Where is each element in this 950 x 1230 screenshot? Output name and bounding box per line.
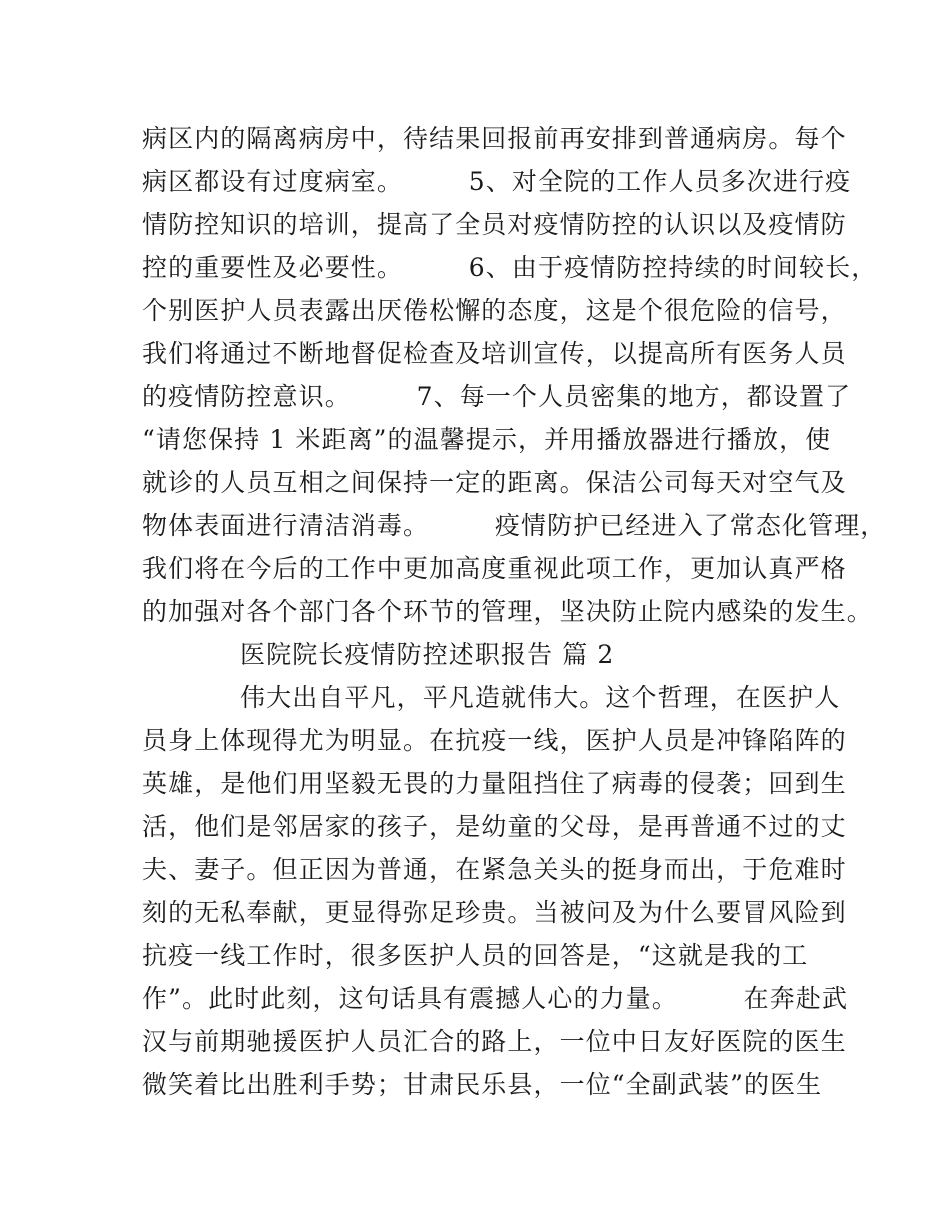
text-line: 微笑着比出胜利手势；甘肃民乐县，一位“全副武装”的医生 [142,1070,823,1099]
text-line: 作”。此时此刻，这句话具有震撼人心的力量。 在奔赴武 [142,984,849,1013]
text-line: 物体表面进行清洁消毒。 疫情防护已经进入了常态化管理， [142,511,887,540]
text-line: 汉与前期驰援医护人员汇合的路上，一位中日友好医院的医生 [142,1027,847,1056]
text-line: 情防控知识的培训，提高了全员对疫情防控的认识以及疫情防 [142,210,847,239]
text-line: 我们将通过不断地督促检查及培训宣传，以提高所有医务人员 [142,339,847,368]
text-line: 的加强对各个部门各个环节的管理，坚决防止院内感染的发生。 [142,597,873,626]
text-line: 刻的无私奉献，更显得弥足珍贵。当被问及为什么要冒风险到 [142,898,847,927]
text-line: 活，他们是邻居家的孩子，是幼童的父母，是再普通不过的丈 [142,812,847,841]
section-heading: 医院院长疫情防控述职报告 篇 2 [240,640,615,669]
text-line: 就诊的人员互相之间保持一定的距离。保洁公司每天对空气及 [142,468,847,497]
text-line: 员身上体现得尤为明显。在抗疫一线，医护人员是冲锋陷阵的 [142,726,847,755]
text-line: 夫、妻子。但正因为普通，在紧急关头的挺身而出，于危难时 [142,855,847,884]
text-line: 控的重要性及必要性。 6、由于疫情防控持续的时间较长， [142,253,878,282]
text-line: “请您保持 1 米距离”的温馨提示，并用播放器进行播放，使 [142,425,832,454]
text-line: 个别医护人员表露出厌倦松懈的态度，这是个很危险的信号， [142,296,847,325]
text-line: 抗疫一线工作时，很多医护人员的回答是，“这就是我的工 [142,941,809,970]
text-line: 的疫情防控意识。 7、每一个人员密集的地方，都设置了 [142,382,852,411]
paragraph-first-line: 伟大出自平凡，平凡造就伟大。这个哲理，在医护人 [240,683,841,712]
text-line: 病区内的隔离病房中，待结果回报前再安排到普通病房。每个 [142,124,847,153]
text-line: 病区都设有过度病室。 5、对全院的工作人员多次进行疫 [142,167,852,196]
text-line: 英雄，是他们用坚毅无畏的力量阻挡住了病毒的侵袭；回到生 [142,769,847,798]
text-line: 我们将在今后的工作中更加高度重视此项工作，更加认真严格 [142,554,847,583]
